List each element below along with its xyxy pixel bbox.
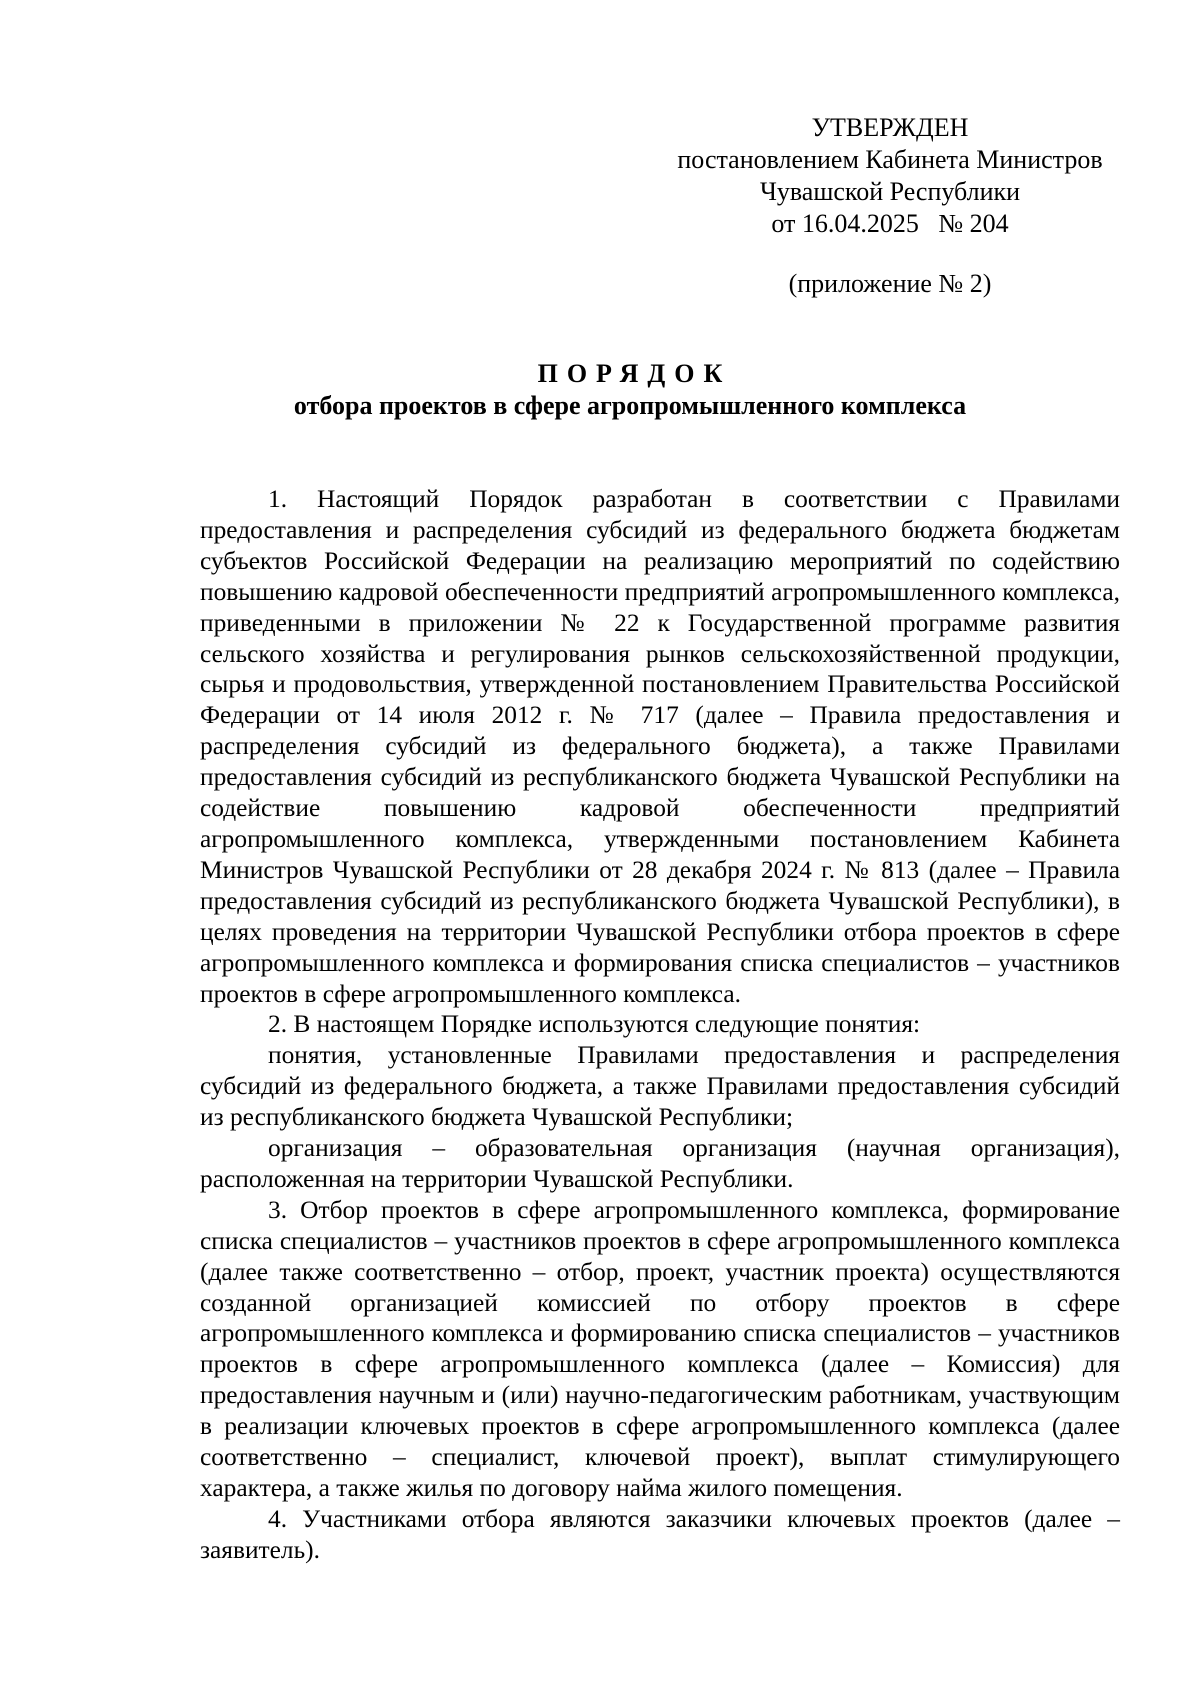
paragraph: 1. Настоящий Порядок разработан в соответствии с Правилами предоставления и распределения субсидий из федерального бюджета бюджетам субъектов Российской Федерации на реализацию мероприятий по содействию повышению кадровой обеспеченности предприятий агропромышленного комплекса, приведенными в приложении № 22 к Государственной программе развития сельского хозяйства и регулирования рынков сельскохозяйственной продукции, сырья и продовольствия, утвержденной постановлением Правительства Российской Федерации от 14 июля 2012 г. № 717 (далее – Правила предоставления и распределения субсидий из федерального бюджета), а также Правилами предоставления субсидий из республиканского бюджета Чувашской Республики на содействие повышению кадровой обеспеченности предприятий агропромышленного комплекса, утвержденными постановлением Кабинета Министров Чувашской Республики от 28 декабря 2024 г. № 813 (далее – Правила предоставления субсидий из республиканского бюджета Чувашской Республики), в целях проведения на территории Чувашской Республики отбора проектов в сфере агропромышленного комплекса и формирования списка специалистов – участников проектов в сфере агропромышленного комплекса.: [200, 485, 1120, 1008]
title-heading: ПОРЯДОК: [537, 359, 732, 388]
approval-authority: постановлением Кабинета Министров: [677, 145, 1103, 174]
approval-heading: УТВЕРЖДЕН: [811, 113, 969, 142]
paragraph: 3. Отбор проектов в сфере агропромышленного комплекса, формирование списка специалистов – участников проектов в сфере агропромышленного комплекса (далее также соответственно – отбор, проект, участник проекта) осуществляются созданной организацией комиссией по отбору проектов в сфере агропромышленного комплекса и формированию списка специалистов – участников проектов в сфере агропромышленного комплекса (далее – Комиссия) для предоставления научным и (или) научно-педагогическим работникам, участвующим в реализации ключевых проектов в сфере агропромышленного комплекса (далее соответственно – специалист, ключевой проект), выплат стимулирующего характера, а также жилья по договору найма жилого помещения.: [200, 1195, 1120, 1502]
document-title: [200, 358, 1060, 422]
paragraph: понятия, установленные Правилами предоставления и распределения субсидий из федерального бюджета, а также Правилами предоставления субсидий из республиканского бюджета Чувашской Республики;: [200, 1041, 1120, 1132]
approval-stamp: [660, 112, 1120, 240]
approval-date-number: от 16.04.2025 № 204: [771, 209, 1009, 238]
approval-region: Чувашской Республики: [759, 177, 1021, 206]
document-body: [200, 484, 1120, 1566]
appendix-note: (приложение № 2): [788, 269, 992, 298]
paragraph: организация – образовательная организация (научная организация), расположенная на территории Чувашской Республики.: [200, 1134, 1120, 1193]
paragraph: 4. Участниками отбора являются заказчики ключевых проектов (далее – заявитель).: [200, 1504, 1120, 1564]
title-subheading: отбора проектов в сфере агропромышленного комплекса: [293, 391, 967, 420]
paragraph: 2. В настоящем Порядке используются следующие понятия:: [268, 1010, 921, 1039]
